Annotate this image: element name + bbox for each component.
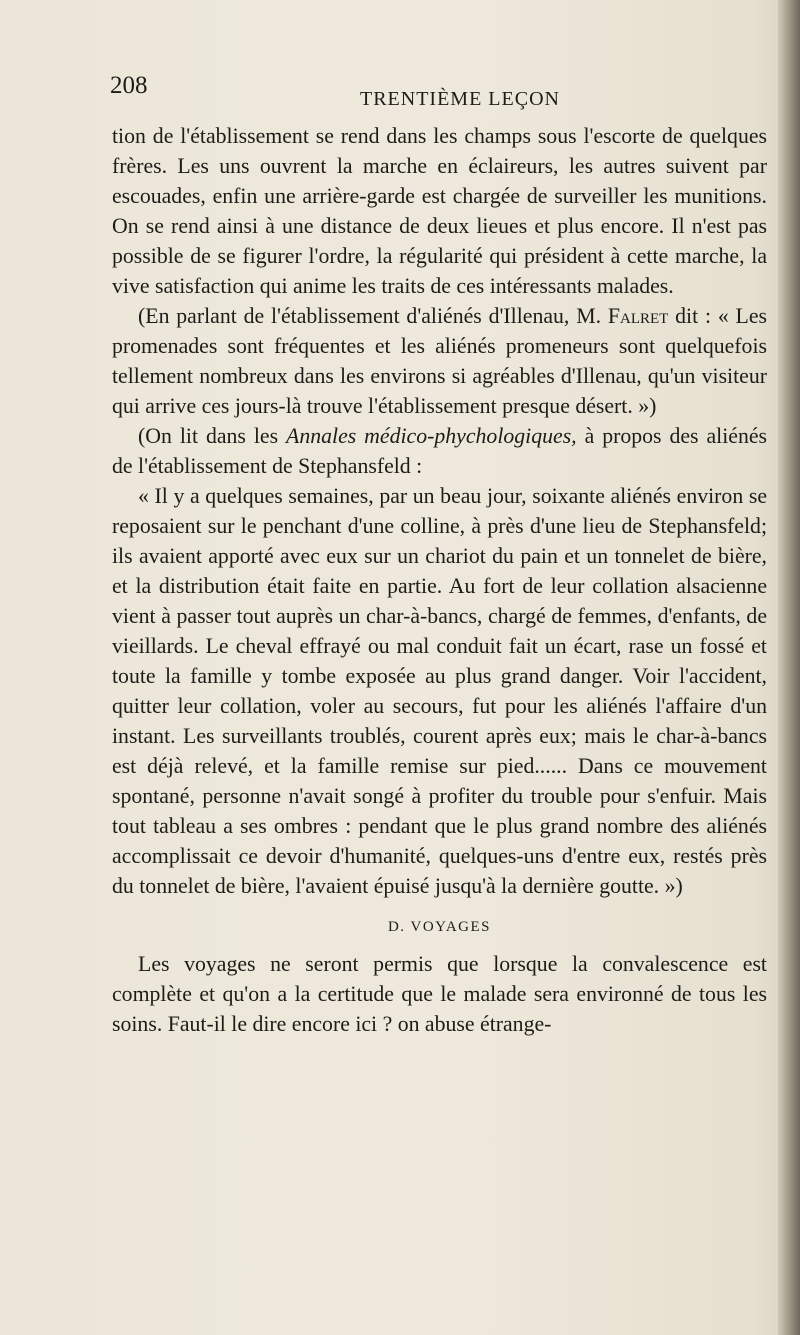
text-block: [112, 121, 767, 1039]
paragraph-quotation: « Il y a quelques semaines, par un beau jour, soixante aliénés environ se reposaient sur le penchant d'une colline, à près d'une lieu de Stephansfeld; ils avaient apporté avec eux sur un chariot du pain et un tonnelet de bière, et la distribution était faite en partie. Au fort de leur collation alsacienne vient à passer tout auprès un char-à-bancs, chargé de femmes, d'enfants, de vieillards. Le cheval effrayé ou mal conduit fait un écart, rase un fossé et toute la famille y tombe exposée au plus grand danger. Voir l'accident, quitter leur collation, voler au secours, fut pour les aliénés l'affaire d'un instant. Les surveillants troublés, courent après eux; mais le char-à-bancs est déjà relevé, et la famille remise sur pied...... Dans ce mouvement spontané, personne n'avait songé à profiter du trouble pour s'enfuir. Mais tout tableau a ses ombres : pendant que le plus grand nombre des aliénés accomplissait ce devoir d'humanité, quelques-uns d'entre eux, restés près du tonnelet de bière, l'avaient épuisé jusqu'à la dernière goutte. »): [112, 484, 767, 898]
page-edge-shadow: [778, 0, 800, 1335]
journal-title: Annales médico-phychologiques,: [286, 424, 577, 448]
page-number: 208: [110, 72, 148, 99]
paragraph-annales-intro: (On lit dans les: [138, 424, 279, 448]
paragraph-voyages: Les voyages ne seront permis que lorsque la convalescence est complète et qu'on a la certitude que le malade sera environné de tous les soins. Faut-il le dire encore ici ? on abuse étrange-: [112, 952, 767, 1036]
author-name: Falret: [607, 304, 669, 328]
paragraph-falret-intro: (En parlant de l'établissement d'aliénés d'Illenau, M.: [138, 304, 602, 328]
paragraph-continuation: tion de l'établissement se rend dans les champs sous l'escorte de quelques frères. Les uns ouvrent la marche en éclaireurs, les autres suivent par escouades, enfin une arrière-garde est chargée de surveiller les munitions. On se rend ainsi à une distance de deux lieues et plus encore. Il n'est pas possible de se figurer l'ordre, la régularité qui président à cette marche, la vive satisfaction qui anime les traits de ces intéressants malades.: [112, 124, 767, 298]
paragraph-annales: [112, 421, 767, 481]
paragraph-annales-rest: à propos des aliénés de l'établissement de Stephansfeld :: [112, 424, 767, 478]
running-head: TRENTIÈME LEÇON: [360, 88, 560, 110]
section-heading: D. VOYAGES: [387, 919, 492, 935]
paragraph-falret-quote: dit : « Les promenades sont fréquentes et les aliénés promeneurs sont quelquefois tellement nombreux dans les environs si agréables d'Illenau, qu'un visiteur qui arrive ces jours-là trouve l'établissement presque désert. »): [112, 304, 768, 418]
paragraph-falret: [112, 301, 767, 421]
